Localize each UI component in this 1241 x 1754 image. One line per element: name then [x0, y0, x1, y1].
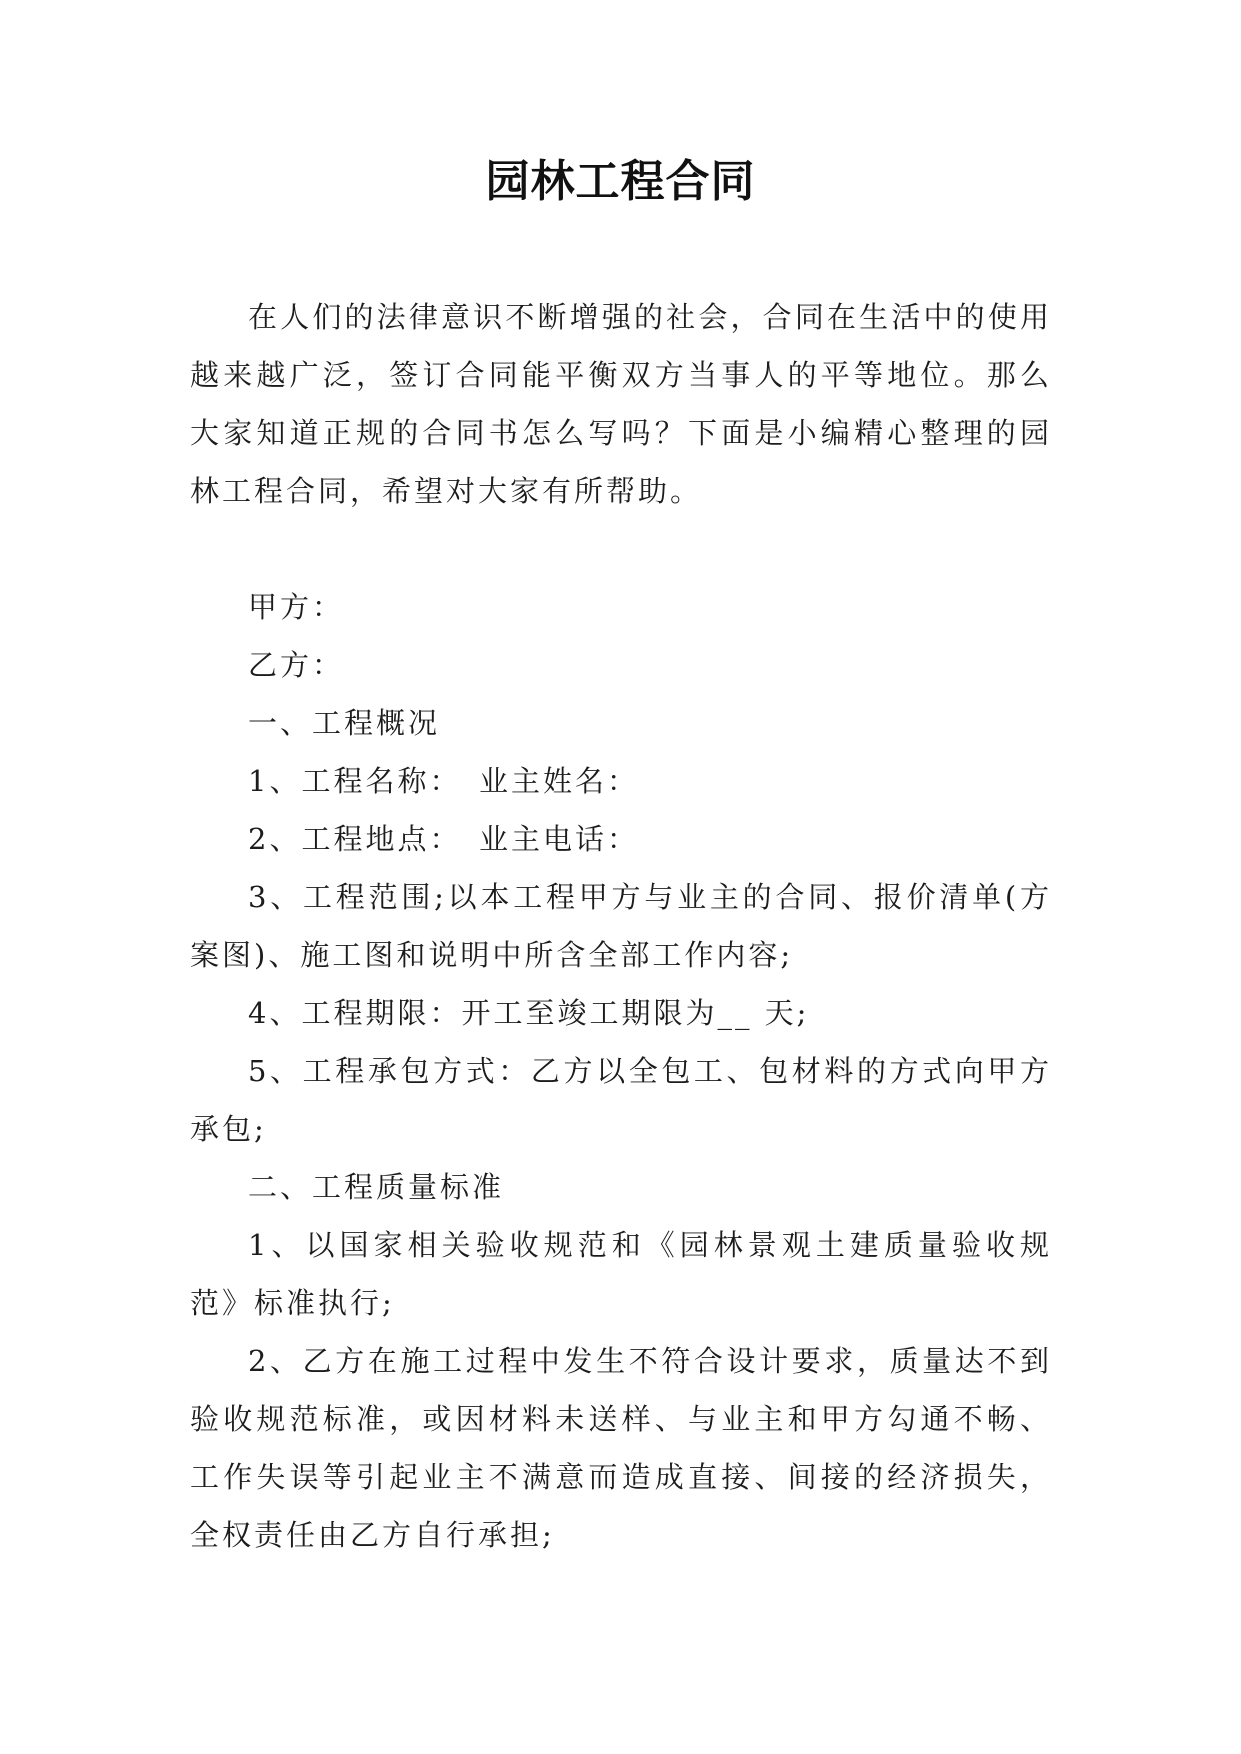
clause-project-name: 1、工程名称： 业主姓名：: [248, 764, 639, 798]
clause-contract-method: 5、工程承包方式：乙方以全包工、包材料的方式向甲方承包;: [190, 1054, 1052, 1146]
party-a-line: 甲方：: [248, 590, 345, 624]
document-title: 园林工程合同: [485, 156, 756, 207]
section-heading-quality-standard: 二、工程质量标准: [248, 1170, 505, 1204]
clause-project-duration: 4、工程期限：开工至竣工期限为__ 天;: [248, 996, 810, 1030]
clause-project-scope: 3、工程范围;以本工程甲方与业主的合同、报价清单(方案图)、施工图和说明中所含全部工作内容;: [190, 880, 1052, 972]
party-b-line: 乙方：: [248, 648, 345, 682]
intro-paragraph: 在人们的法律意识不断增强的社会，合同在生活中的使用越来越广泛，签订合同能平衡双方当事人的平等地位。那么大家知道正规的合同书怎么写吗？下面是小编精心整理的园林工程合同，希望对大家有所帮助。: [190, 300, 1052, 508]
section-heading-project-overview: 一、工程概况: [248, 706, 441, 740]
clause-project-location: 2、工程地点： 业主电话：: [248, 822, 639, 856]
document-body: [190, 288, 1052, 1564]
clause-quality-standard-2: 2、乙方在施工过程中发生不符合设计要求，质量达不到验收规范标准，或因材料未送样、与业主和甲方勾通不畅、工作失误等引起业主不满意而造成直接、间接的经济损失，全权责任由乙方自行承担;: [190, 1344, 1052, 1552]
clause-quality-standard-1: 1、以国家相关验收规范和《园林景观土建质量验收规范》标准执行;: [190, 1228, 1052, 1320]
